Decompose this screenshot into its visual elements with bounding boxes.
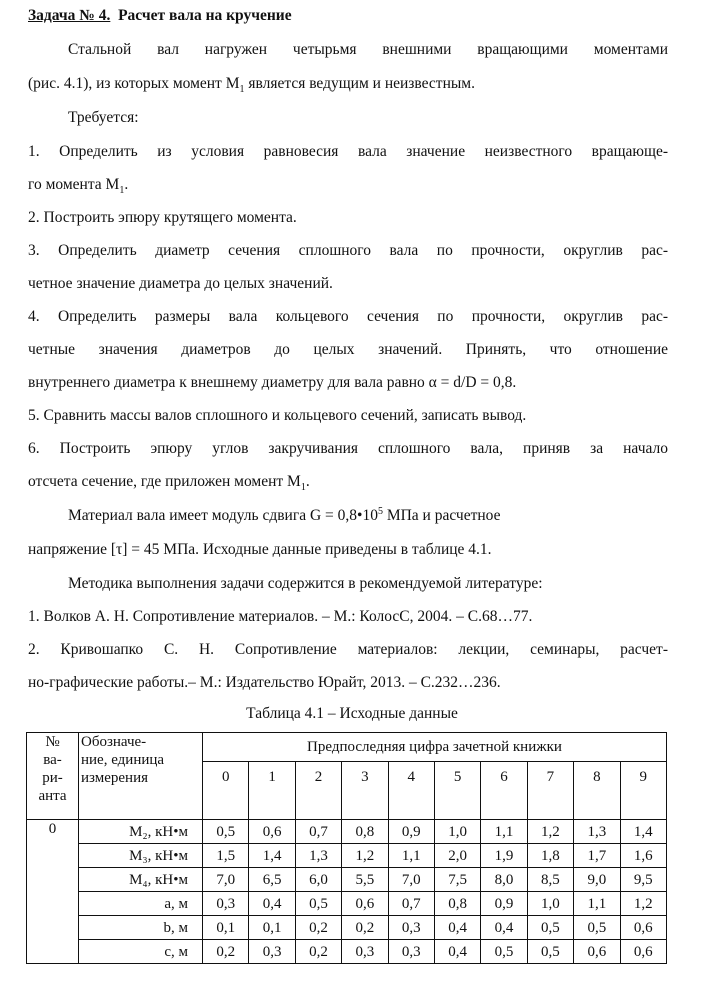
- item3-line-2: четное значение диаметра до целых значений.: [28, 275, 333, 292]
- header-parameter-line: ние, единица: [81, 752, 165, 768]
- table-cell: 0,7: [295, 820, 341, 844]
- item4-line-2: четные значения диаметров до целых значений. Принять, что отношение: [28, 341, 668, 358]
- intro-line-2-text: (рис. 4.1), из которых момент M: [28, 75, 240, 92]
- header-digit-9: 9: [620, 762, 666, 820]
- table-cell: 0,9: [388, 820, 434, 844]
- required-heading: Требуется:: [68, 109, 139, 126]
- table-cell: 0,6: [574, 940, 620, 964]
- table-cell: 0,3: [388, 916, 434, 940]
- header-digit-3: 3: [342, 762, 388, 820]
- task-name: Расчет вала на кручение: [118, 7, 292, 24]
- item1-line-2-text: го момента M: [28, 176, 120, 193]
- table-cell: 6,5: [249, 868, 295, 892]
- row-label: с, м: [79, 940, 203, 964]
- table-cell: 1,8: [527, 844, 573, 868]
- table-cell: 8,5: [527, 868, 573, 892]
- table-cell: 0,4: [434, 916, 480, 940]
- table-cell: 0,2: [295, 916, 341, 940]
- header-parameter: [79, 733, 203, 820]
- table-row: [27, 940, 667, 964]
- table-cell: 0,4: [481, 916, 527, 940]
- header-variant-line: №: [45, 734, 60, 750]
- table-cell: 0,9: [481, 892, 527, 916]
- header-digit-7: 7: [527, 762, 573, 820]
- table-cell: 1,1: [574, 892, 620, 916]
- table-cell: 0,5: [527, 940, 573, 964]
- table-cell: 9,0: [574, 868, 620, 892]
- intro-line-2: [28, 74, 668, 94]
- table-cell: 0,1: [203, 916, 249, 940]
- table-cell: 1,7: [574, 844, 620, 868]
- table-cell: 8,0: [481, 868, 527, 892]
- row-label: M₄, кН•м: [79, 868, 203, 892]
- table-cell: 1,2: [527, 820, 573, 844]
- item1-line-2-end: .: [124, 176, 129, 193]
- material-line-1-sup: 5: [377, 505, 383, 517]
- table-cell: 9,5: [620, 868, 666, 892]
- table-cell: 1,9: [481, 844, 527, 868]
- item6-line-2-text: отсчета сечение, где приложен момент M: [28, 473, 301, 490]
- item1-line-2-sub: 1: [119, 185, 125, 197]
- source-data-table: [26, 732, 667, 964]
- table-cell: 0,6: [620, 940, 666, 964]
- table-cell: 1,5: [203, 844, 249, 868]
- table-cell: 7,0: [388, 868, 434, 892]
- item6-line-2: [28, 472, 668, 492]
- item4-line-1: 4. Определить размеры вала кольцевого сечения по прочности, округлив рас-: [28, 308, 668, 325]
- item5-line: 5. Сравнить массы валов сплошного и кольцевого сечений, записать вывод.: [28, 407, 527, 424]
- header-variant-line: ва-: [43, 752, 62, 768]
- table-row: [27, 844, 667, 868]
- table-cell: 0,2: [203, 940, 249, 964]
- table-row: [27, 868, 667, 892]
- item1-line-1: 1. Определить из условия равновесия вала значение неизвестного вращающе-: [28, 143, 668, 160]
- table-cell: 0,3: [388, 940, 434, 964]
- item2-line: 2. Построить эпюру крутящего момента.: [28, 209, 297, 226]
- table-cell: 0,5: [527, 916, 573, 940]
- table-row: [27, 892, 667, 916]
- intro-line-1: Стальной вал нагружен четырьмя внешними вращающими моментами: [68, 41, 668, 58]
- item1-line-2: [28, 175, 668, 195]
- material-line-2: напряжение [τ] = 45 МПа. Исходные данные приведены в таблице 4.1.: [28, 541, 492, 558]
- header-digit-group: Предпоследняя цифра зачетной книжки: [203, 733, 667, 762]
- row-label: M₃, кН•м: [79, 844, 203, 868]
- table-cell: 0,7: [388, 892, 434, 916]
- item6-line-1: 6. Построить эпюру углов закручивания сплошного вала, приняв за начало: [28, 440, 668, 457]
- intro-line-2-end: является ведущим и неизвестным.: [244, 75, 475, 92]
- item3-line-1: 3. Определить диаметр сечения сплошного вала по прочности, округлив рас-: [28, 242, 668, 259]
- table-cell: 0,6: [249, 820, 295, 844]
- table-cell: 2,0: [434, 844, 480, 868]
- header-parameter-line: Обозначе-: [81, 734, 147, 750]
- header-parameter-line: измерения: [81, 770, 149, 786]
- task-title: [28, 6, 668, 26]
- table-cell: 1,3: [295, 844, 341, 868]
- table-cell: 6,0: [295, 868, 341, 892]
- table-cell: 0,3: [342, 940, 388, 964]
- table-cell: 0,1: [249, 916, 295, 940]
- table-cell: 0,4: [434, 940, 480, 964]
- table-cell: 0,6: [620, 916, 666, 940]
- table-cell: 5,5: [342, 868, 388, 892]
- table-cell: 1,2: [620, 892, 666, 916]
- table-cell: 0,6: [342, 892, 388, 916]
- intro-line-2-sub: 1: [239, 84, 245, 96]
- table-cell: 1,1: [388, 844, 434, 868]
- header-variant: [27, 733, 79, 820]
- table-cell: 0,2: [342, 916, 388, 940]
- table-cell: 7,0: [203, 868, 249, 892]
- header-variant-line: ри-: [42, 770, 63, 786]
- table-cell: 0,5: [481, 940, 527, 964]
- header-digit-6: 6: [481, 762, 527, 820]
- literature-2-line-2: но-графические работы.– М.: Издательство Юрайт, 2013. – С.232…236.: [28, 674, 501, 691]
- table-cell: 0,8: [434, 892, 480, 916]
- table-body: [27, 820, 667, 964]
- row-label: M₂, кН•м: [79, 820, 203, 844]
- header-variant-line: анта: [38, 788, 67, 804]
- header-digit-8: 8: [574, 762, 620, 820]
- table-cell: 0,8: [342, 820, 388, 844]
- table-cell: 1,0: [434, 820, 480, 844]
- item4-line-3: внутреннего диаметра к внешнему диаметру для вала равно α = d/D = 0,8.: [28, 374, 517, 391]
- table-cell: 7,5: [434, 868, 480, 892]
- item6-line-2-end: .: [305, 473, 310, 490]
- material-line-1-end: МПа и расчетное: [382, 507, 501, 524]
- table-cell: 1,2: [342, 844, 388, 868]
- table-cell: 1,1: [481, 820, 527, 844]
- table-cell: 1,6: [620, 844, 666, 868]
- material-line-1: [68, 506, 668, 526]
- literature-1: 1. Волков А. Н. Сопротивление материалов. – М.: КолосС, 2004. – С.68…77.: [28, 608, 533, 625]
- header-digit-1: 1: [249, 762, 295, 820]
- row-label: b, м: [79, 916, 203, 940]
- table-cell: 1,4: [620, 820, 666, 844]
- table-cell: 0,5: [295, 892, 341, 916]
- table-cell: 0,3: [249, 940, 295, 964]
- table-row: [27, 916, 667, 940]
- item6-line-2-sub: 1: [300, 482, 306, 494]
- task-number: Задача № 4.: [28, 7, 111, 24]
- variant-number: 0: [27, 820, 79, 964]
- table-row: [27, 820, 667, 844]
- table-cell: 1,0: [527, 892, 573, 916]
- header-digit-2: 2: [295, 762, 341, 820]
- table-caption: Таблица 4.1 – Исходные данные: [246, 705, 458, 722]
- table-cell: 0,2: [295, 940, 341, 964]
- table-cell: 0,5: [203, 820, 249, 844]
- header-digit-4: 4: [388, 762, 434, 820]
- literature-2-line-1: 2. Кривошапко С. Н. Сопротивление материалов: лекции, семинары, расчет-: [28, 641, 668, 658]
- header-digit-5: 5: [434, 762, 480, 820]
- table-cell: 1,3: [574, 820, 620, 844]
- header-digit-0: 0: [203, 762, 249, 820]
- table-cell: 0,4: [249, 892, 295, 916]
- table-cell: 1,4: [249, 844, 295, 868]
- row-label: а, м: [79, 892, 203, 916]
- table-cell: 0,3: [203, 892, 249, 916]
- table-cell: 0,5: [574, 916, 620, 940]
- method-line: Методика выполнения задачи содержится в рекомендуемой литературе:: [68, 575, 543, 592]
- material-line-1-text: Материал вала имеет модуль сдвига G = 0,8•10: [68, 507, 378, 524]
